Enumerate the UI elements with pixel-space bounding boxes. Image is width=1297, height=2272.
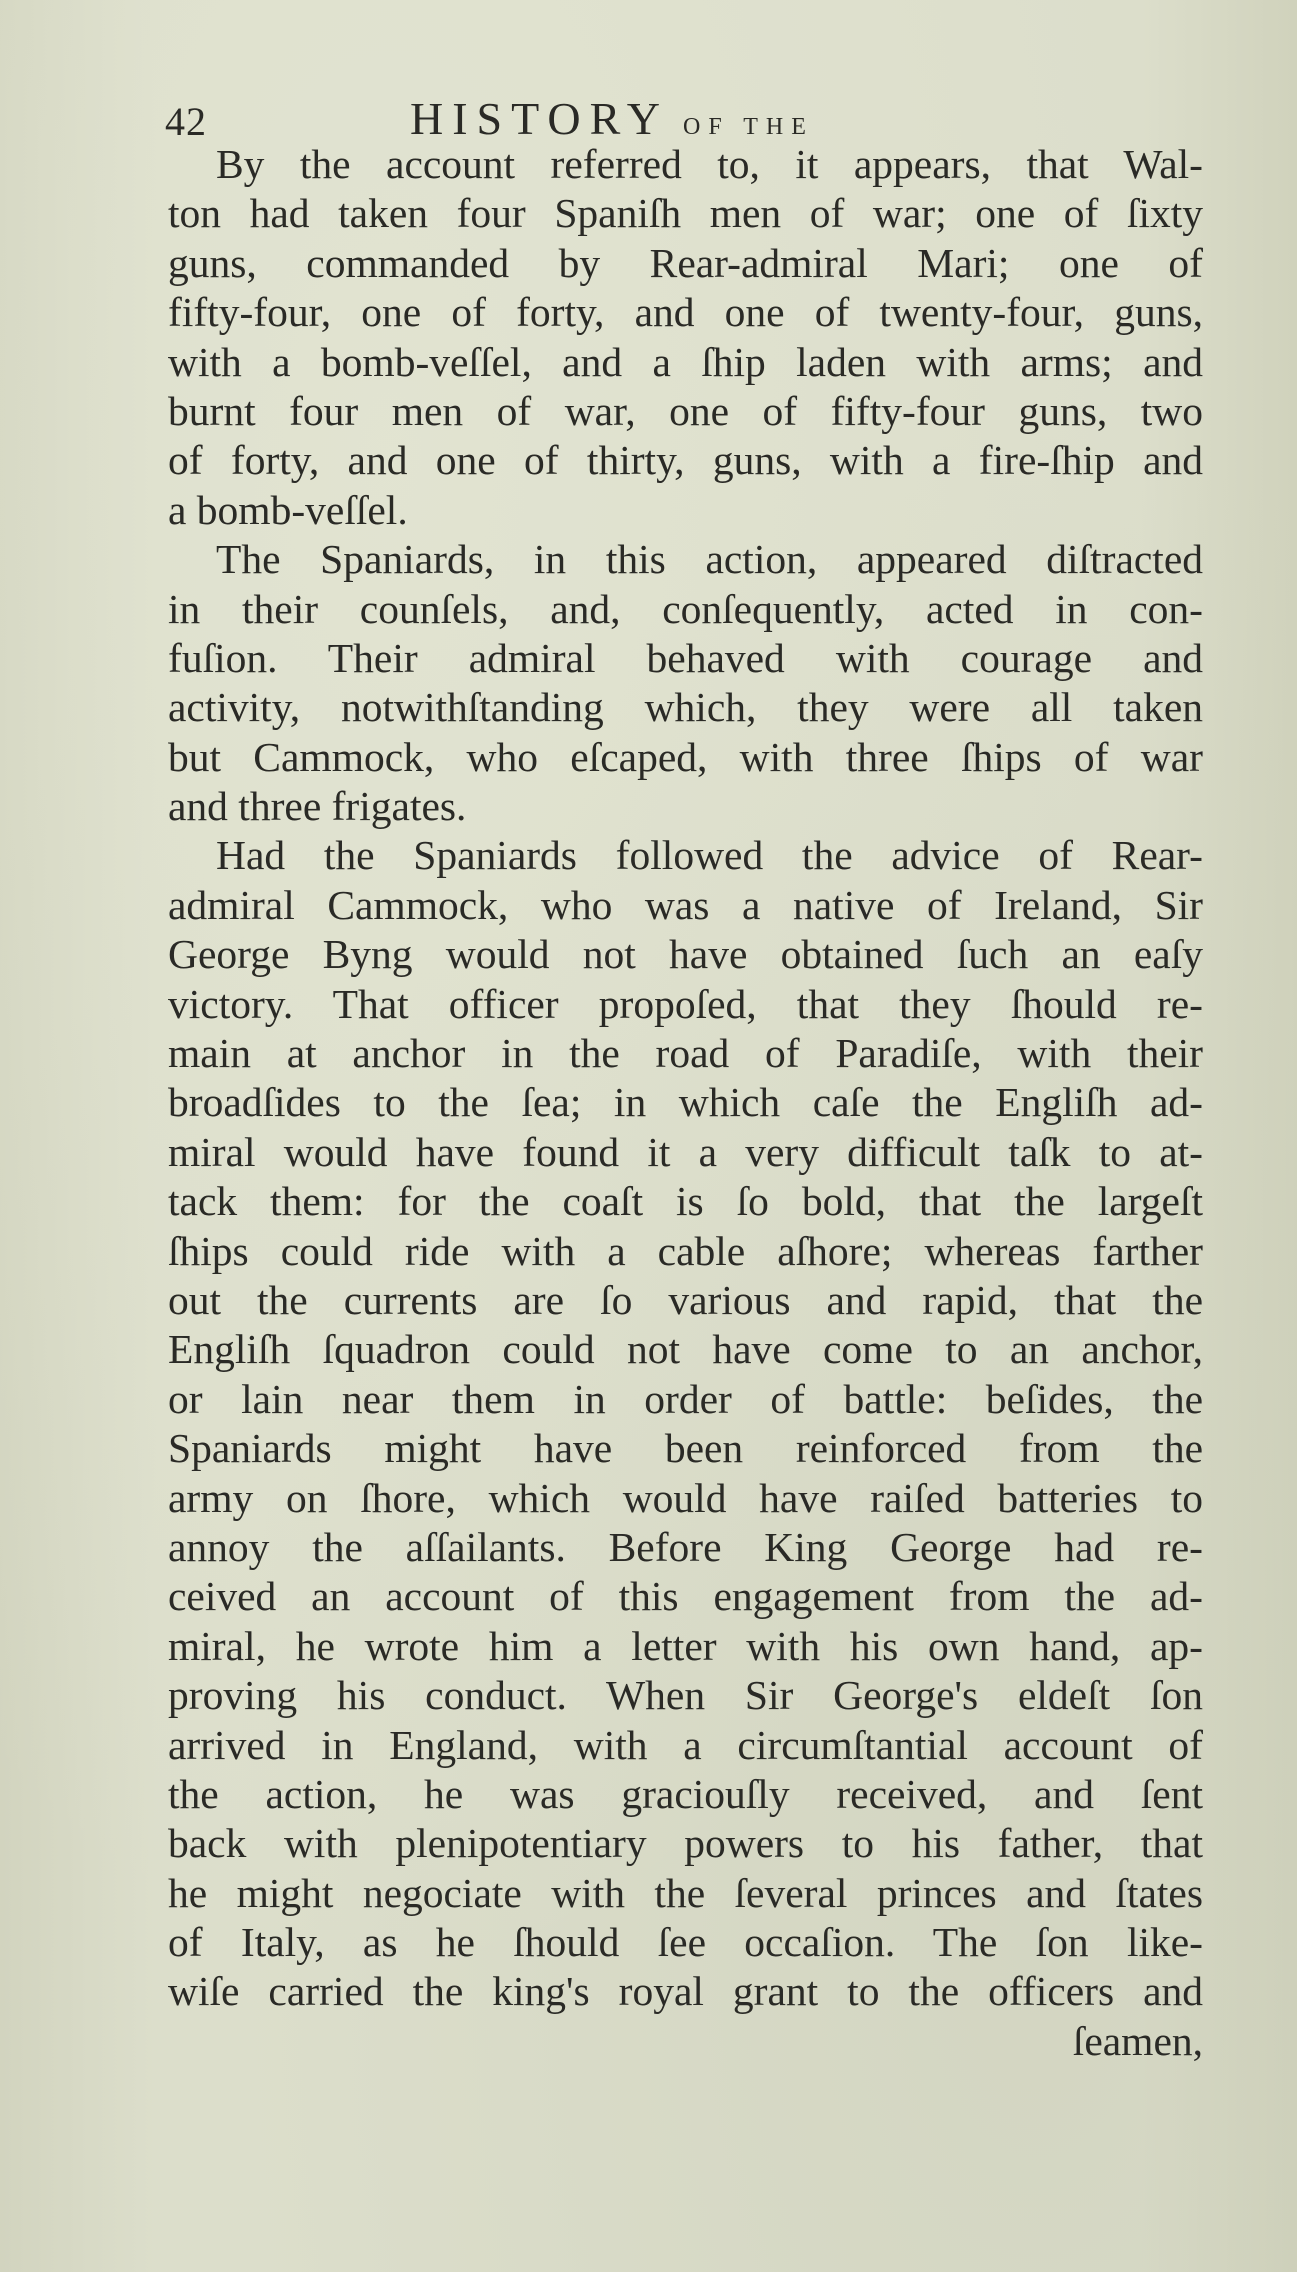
body-text bbox=[168, 140, 1203, 2066]
text-line: main at anchor in the road of Paradiſe, with their bbox=[168, 1030, 1203, 1077]
text-line: he might negociate with the ſeveral princes and ſtates bbox=[168, 1869, 1203, 1916]
running-head-main: HISTORY bbox=[410, 93, 669, 144]
page-number: 42 bbox=[165, 99, 207, 144]
text-line: broadſides to the ſea; in which caſe the Engliſh ad- bbox=[168, 1079, 1203, 1126]
text-line: out the currents are ſo various and rapid, that the bbox=[168, 1276, 1203, 1323]
text-line: the action, he was graciouſly received, and ſent bbox=[168, 1770, 1203, 1817]
text-line: ſhips could ride with a cable aſhore; whereas farther bbox=[168, 1227, 1203, 1274]
text-line: and three frigates. bbox=[168, 783, 467, 830]
text-line: admiral Cammock, who was a native of Ireland, Sir bbox=[168, 881, 1203, 928]
text-line: a bomb-veſſel. bbox=[168, 486, 408, 533]
text-line: tack them: for the coaſt is ſo bold, that the largeſt bbox=[168, 1178, 1203, 1225]
text-line: army on ſhore, which would have raiſed batteries to bbox=[168, 1474, 1203, 1521]
text-line: proving his conduct. When Sir George's eldeſt ſon bbox=[168, 1672, 1203, 1719]
text-line: ceived an account of this engagement from the ad- bbox=[168, 1573, 1203, 1620]
text-line: activity, notwithſtanding which, they were all taken bbox=[168, 684, 1203, 731]
text-line: fuſion. Their admiral behaved with courage and bbox=[168, 634, 1203, 681]
text-line: miral, he wrote him a letter with his own hand, ap- bbox=[168, 1622, 1203, 1669]
text-line: burnt four men of war, one of fifty-four guns, two bbox=[168, 387, 1203, 434]
text-line: wiſe carried the king's royal grant to the officers and bbox=[168, 1968, 1203, 2015]
text-line: victory. That officer propoſed, that they ſhould re- bbox=[168, 980, 1203, 1027]
text-line: Spaniards might have been reinforced from the bbox=[168, 1425, 1203, 1472]
text-line: By the account referred to, it appears, that Wal- bbox=[216, 141, 1203, 187]
running-head-small: OF THE bbox=[682, 114, 814, 140]
text-line: guns, commanded by Rear-admiral Mari; one of bbox=[168, 239, 1203, 286]
text-line: annoy the aſſailants. Before King George had re- bbox=[168, 1523, 1203, 1570]
text-line: but Cammock, who eſcaped, with three ſhips of war bbox=[168, 733, 1203, 780]
text-line: miral would have found it a very difficult taſk to at- bbox=[168, 1128, 1203, 1175]
text-line: back with plenipotentiary powers to his father, that bbox=[168, 1820, 1203, 1867]
text-line: of forty, and one of thirty, guns, with a fire-ſhip and bbox=[168, 437, 1203, 484]
text-line: fifty-four, one of forty, and one of twenty-four, guns, bbox=[168, 289, 1203, 336]
text-line: with a bomb-veſſel, and a ſhip laden with arms; and bbox=[168, 338, 1203, 385]
text-line: The Spaniards, in this action, appeared diſtracted bbox=[216, 536, 1203, 583]
text-line: or lain near them in order of battle: beſides, the bbox=[168, 1375, 1203, 1422]
running-head bbox=[410, 92, 814, 145]
text-line: Had the Spaniards followed the advice of Rear- bbox=[216, 832, 1203, 879]
catchword: ſeamen, bbox=[1072, 2017, 1203, 2064]
text-line: of Italy, as he ſhould ſee occaſion. The ſon like- bbox=[168, 1919, 1203, 1966]
text-line: George Byng would not have obtained ſuch an eaſy bbox=[168, 931, 1203, 978]
text-line: arrived in England, with a circumſtantial account of bbox=[168, 1721, 1203, 1768]
text-line: Engliſh ſquadron could not have come to an anchor, bbox=[168, 1326, 1203, 1373]
text-line: ton had taken four Spaniſh men of war; one of ſixty bbox=[168, 190, 1203, 237]
text-line: in their counſels, and, conſequently, acted in con- bbox=[168, 585, 1203, 632]
